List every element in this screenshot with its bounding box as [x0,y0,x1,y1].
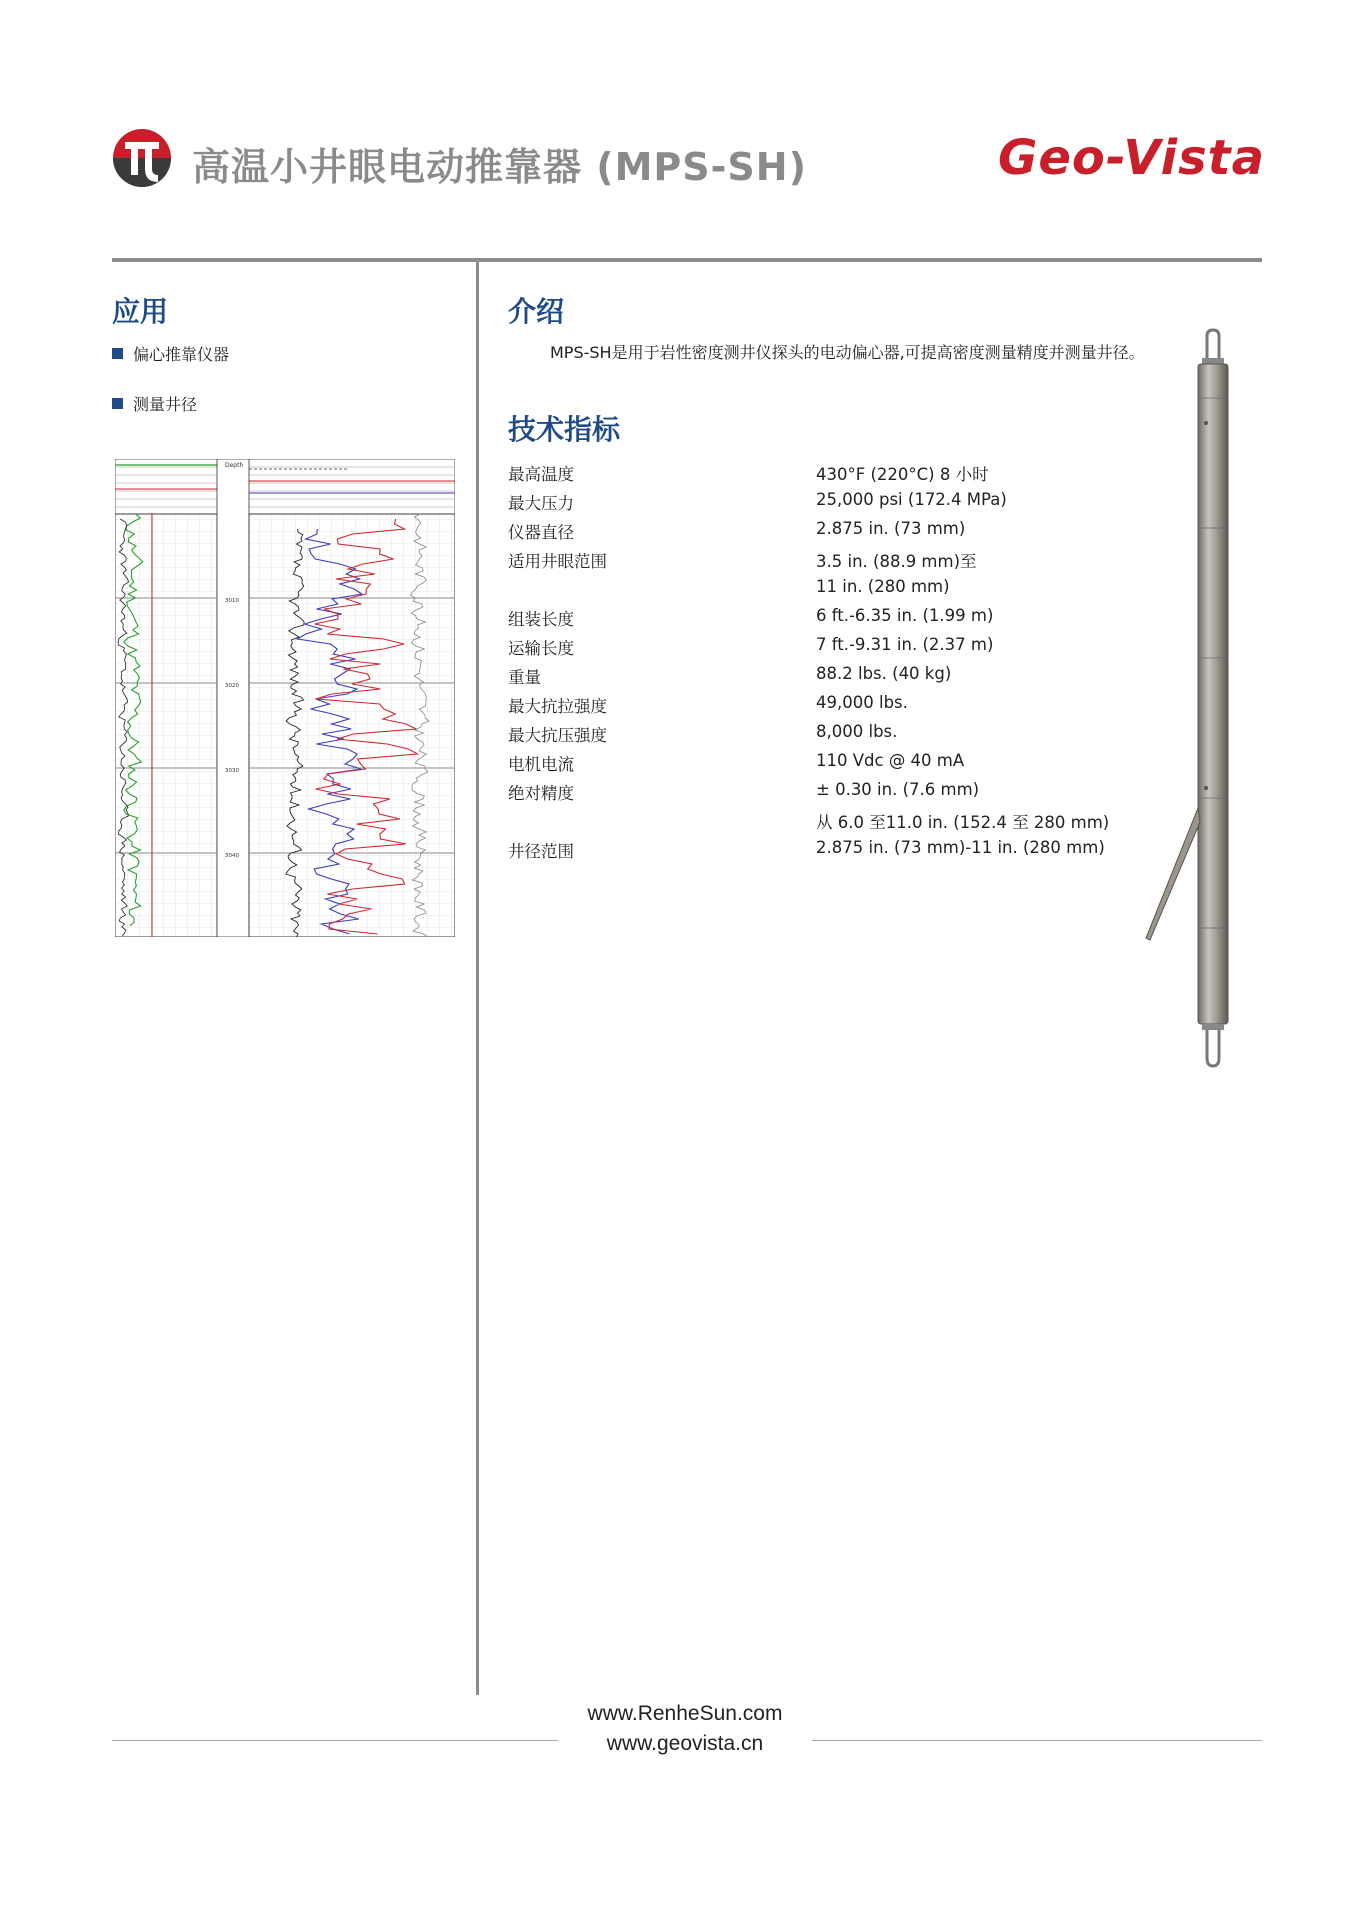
specs-heading: 技术指标 [508,413,621,446]
footer-divider-right [812,1740,1262,1741]
spec-value: 8,000 lbs. [816,722,898,741]
column-divider [476,262,479,1695]
depth-label: 3020 [225,683,239,689]
application-item: 偏心推靠仪器 [112,342,229,365]
bullet-square-icon [112,398,123,409]
depth-header: Depth [225,462,244,469]
spec-label: 仪器直径 [508,523,574,542]
spec-label: 组装长度 [508,610,574,629]
spec-label: 井径范围 [508,842,574,861]
spec-label: 最高温度 [508,465,574,484]
header-divider [112,258,1262,262]
spec-value: 2.875 in. (73 mm) [816,519,966,538]
bullet-square-icon [112,348,123,359]
spec-value: 2.875 in. (73 mm)-11 in. (280 mm) [816,838,1105,857]
intro-text: MPS-SH是用于岩性密度测井仪探头的电动偏心器,可提高密度测量精度并测量井径。 [550,343,1145,362]
intro-heading: 介绍 [508,295,565,328]
depth-label: 3040 [225,853,239,859]
spec-value: ± 0.30 in. (7.6 mm) [816,780,980,799]
spec-label: 绝对精度 [508,784,574,803]
depth-label: 3030 [225,768,239,774]
spec-label: 重量 [508,668,541,687]
footer-divider-left [112,1740,558,1741]
page-title: 高温小井眼电动推靠器 (MPS-SH) [192,145,807,189]
spec-value: 49,000 lbs. [816,693,908,712]
spec-label: 电机电流 [508,755,574,774]
spec-label: 最大抗压强度 [508,726,607,745]
spec-label: 适用井眼范围 [508,552,607,571]
spec-label: 最大压力 [508,494,574,513]
depth-label: 3010 [225,598,239,604]
spec-value: 6 ft.-6.35 in. (1.99 m) [816,606,994,625]
spec-value: 110 Vdc @ 40 mA [816,751,965,770]
footer-link-geovista[interactable]: www.geovista.cn [606,1732,764,1755]
spec-value: 25,000 psi (172.4 MPa) [816,490,1007,509]
spec-value: 7 ft.-9.31 in. (2.37 m) [816,635,994,654]
spec-label: 最大抗拉强度 [508,697,607,716]
spec-value: 11 in. (280 mm) [816,577,950,596]
spec-label: 运输长度 [508,639,574,658]
applications-heading: 应用 [112,295,169,328]
footer-link-renhesun[interactable]: www.RenheSun.com [587,1702,783,1725]
spec-value: 88.2 lbs. (40 kg) [816,664,952,683]
mps-sh-tool-image [1140,328,1230,1078]
well-log-plot [115,459,455,937]
company-logo-icon [112,128,172,188]
application-item: 测量井径 [112,392,197,415]
spec-value: 从 6.0 至11.0 in. (152.4 至 280 mm) [816,813,1110,832]
spec-value: 3.5 in. (88.9 mm)至 [816,552,977,571]
spec-value: 430°F (220°C) 8 小时 [816,465,989,484]
brand-logo: Geo-Vista [997,130,1265,186]
